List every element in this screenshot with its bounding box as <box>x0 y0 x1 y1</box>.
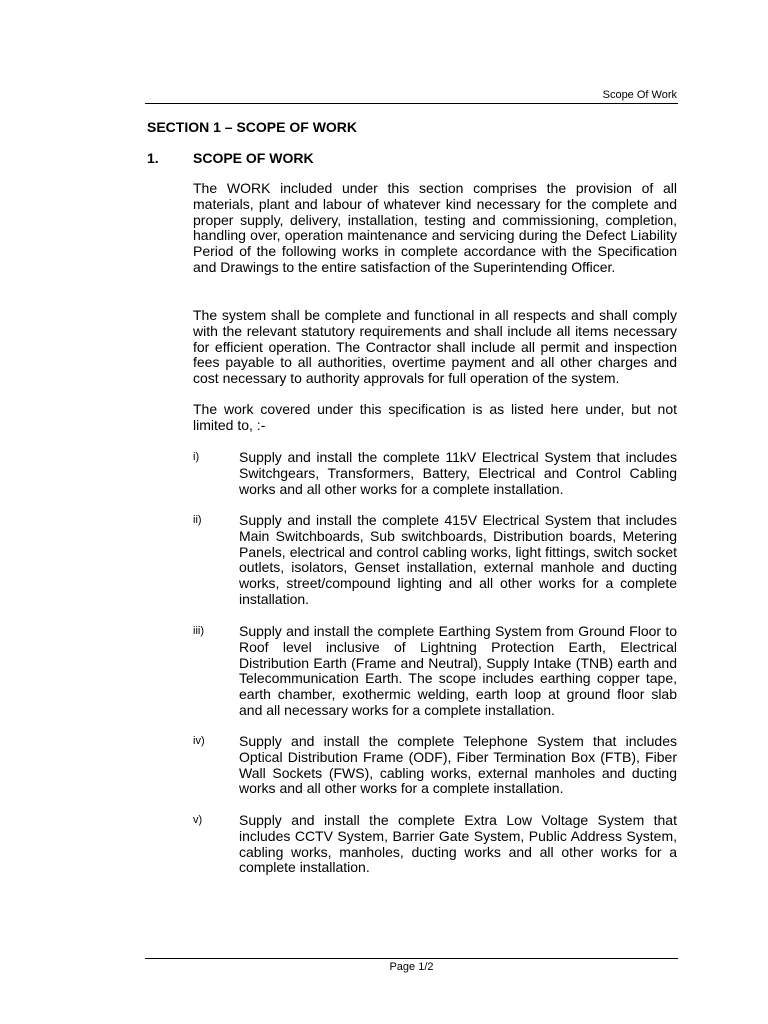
heading-title: SCOPE OF WORK <box>193 150 314 166</box>
header-rule <box>145 103 678 104</box>
list-item-earthing-system: Supply and install the complete Earthing System from Ground Floor to Roof level inclusive of Lightning Protection Earth, Electrical Distribution Earth (Frame and Neutral), Supply Intake (TNB) earth and Telecommunication Earth. The scope includes earthing copper tape, earth chamber, exothermic welding, earth loop at ground floor slab and all necessary works for a complete installation. <box>239 623 677 718</box>
list-item-marker: i) <box>193 451 200 463</box>
list-item-11kv-system: Supply and install the complete 11kV Electrical System that includes Switchgears, Transformers, Battery, Electrical and Control Cabling works and all other works for a complete installation. <box>239 449 677 497</box>
list-item-elv-system: Supply and install the complete Extra Low Voltage System that includes CCTV System, Barrier Gate System, Public Address System, cabling works, manholes, ducting works and all other works for a complete installation. <box>239 812 677 876</box>
list-item-415v-system: Supply and install the complete 415V Electrical System that includes Main Switchboards, Sub switchboards, Distribution boards, Metering Panels, electrical and control cabling works, light fittings, switch socket outlets, isolators, Genset installation, external manhole and ducting works, street/compound lighting and all other works for a complete installation. <box>239 512 677 607</box>
heading-number: 1. <box>147 150 159 166</box>
list-item-marker: ii) <box>193 514 202 526</box>
list-item-marker: iii) <box>193 625 204 637</box>
section-title: SECTION 1 – SCOPE OF WORK <box>147 119 358 135</box>
list-item-telephone-system: Supply and install the complete Telephone System that includes Optical Distribution Frame (ODF), Fiber Termination Box (FTB), Fiber Wall Sockets (FWS), cabling works, external manholes and ducting works and all other works for a complete installation. <box>239 733 677 797</box>
list-item-marker: v) <box>193 814 203 826</box>
running-header: Scope Of Work <box>602 89 677 101</box>
page-number: Page 1/2 <box>389 961 434 973</box>
footer-rule <box>145 958 678 959</box>
paragraph-work-list-intro: The work covered under this specification is as listed here under, but not limited to, :- <box>193 401 677 433</box>
paragraph-scope-intro: The WORK included under this section comprises the provision of all materials, plant and labour of whatever kind necessary for the complete and proper supply, delivery, installation, testing and commissioning, completion, handling over, operation maintenance and servicing during the Defect Liability Period of the following works in complete accordance with the Specification and Drawings to the entire satisfaction of the Superintending Officer. <box>193 180 677 275</box>
paragraph-system-requirements: The system shall be complete and functional in all respects and shall comply with the relevant statutory requirements and shall include all items necessary for efficient operation. The Contractor shall include all permit and inspection fees payable to all authorities, overtime payment and all other charges and cost necessary to authority approvals for full operation of the system. <box>193 307 677 387</box>
list-item-marker: iv) <box>193 735 205 747</box>
